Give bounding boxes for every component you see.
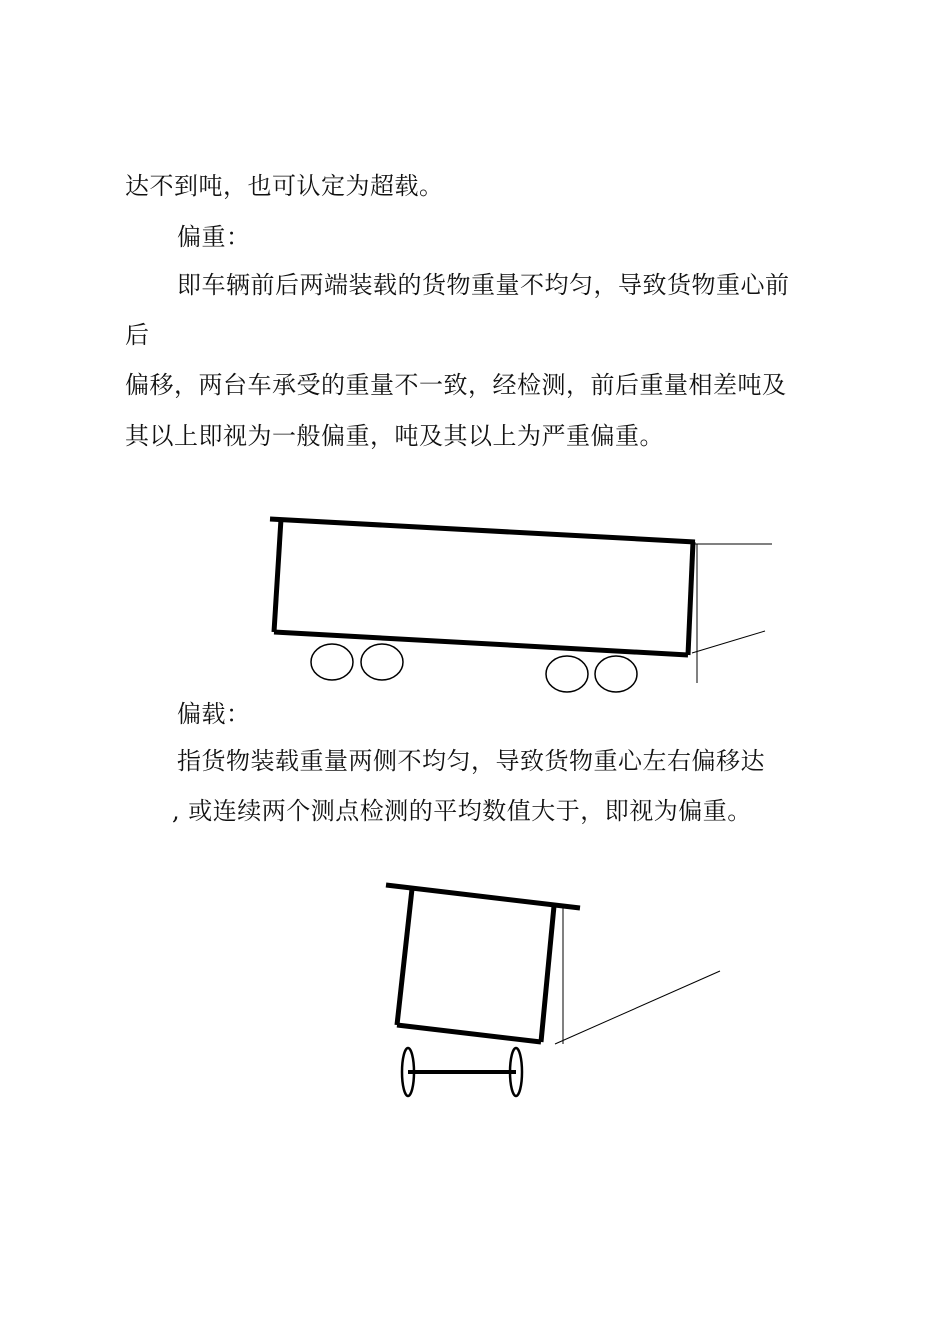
rear-body-top-edge <box>386 885 580 908</box>
pianzai-line-1: 指货物装载重量两侧不均匀，导致货物重心左右偏移达 <box>177 747 765 775</box>
pianzhong-line-1: 即车辆前后两端装载的货物重量不均匀，导致货物重心前 <box>177 271 790 299</box>
pianzhong-line-2: 后 <box>125 321 150 349</box>
pianzai-line-2: , 或连续两个测点检测的平均数值大于，即视为偏重。 <box>172 797 752 825</box>
truck-rear-tilted-icon <box>386 885 720 1096</box>
wheel-front-2 <box>595 656 637 692</box>
body-bottom-edge <box>274 632 688 655</box>
wheel-rear-2 <box>361 644 403 680</box>
wheel-front-1 <box>546 656 588 692</box>
body-right-edge <box>688 542 693 655</box>
rear-wheel-right <box>510 1048 522 1096</box>
rear-reference-diagonal-line <box>555 971 720 1044</box>
wheel-rear-1 <box>311 644 353 680</box>
rear-body-bottom-edge <box>397 1025 541 1042</box>
rear-wheel-left <box>402 1048 414 1096</box>
text-line-overload: 达不到吨，也可认定为超载。 <box>125 172 444 200</box>
heading-pianzhong: 偏重： <box>177 223 251 251</box>
heading-pianzai: 偏载： <box>177 700 251 728</box>
body-top-edge <box>270 519 695 542</box>
pianzhong-line-3: 偏移，两台车承受的重量不一致，经检测，前后重量相差吨及 <box>125 371 787 399</box>
rear-body-right-edge <box>541 906 554 1042</box>
truck-side-tilted-icon <box>270 519 772 692</box>
pianzhong-line-4: 其以上即视为一般偏重，吨及其以上为严重偏重。 <box>125 422 664 450</box>
body-left-edge <box>274 519 281 632</box>
rear-body-left-edge <box>397 889 412 1025</box>
reference-diagonal-line <box>692 631 765 653</box>
